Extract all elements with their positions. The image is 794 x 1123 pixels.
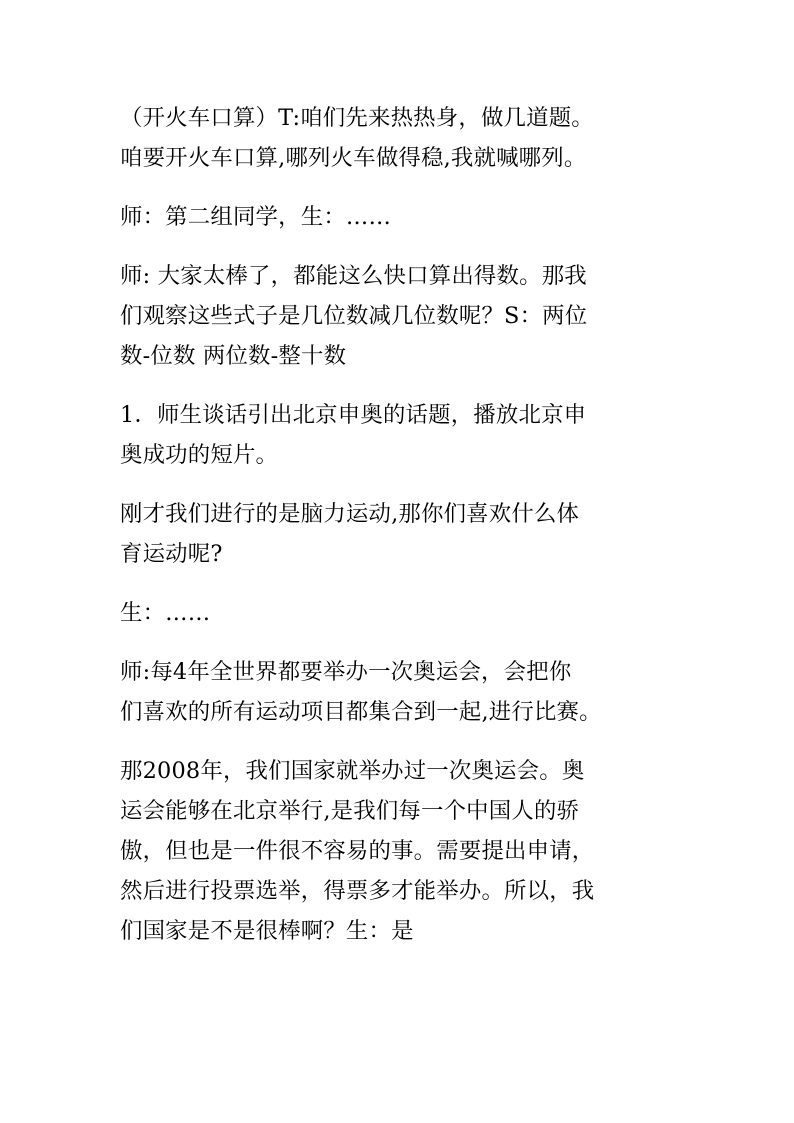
paragraph-observe-formulas (120, 256, 690, 376)
text-line: 那2008年，我们国家就举办过一次奥运会。奥 (120, 758, 585, 784)
paragraph-olympic-bid-intro (120, 395, 690, 475)
text-line: 生：…… (120, 600, 211, 626)
text-line: 师：第二组同学，生：…… (120, 204, 392, 230)
paragraph-olympics-every-four-years (120, 652, 690, 732)
paragraph-student-reply (120, 593, 690, 633)
text-line: 师:每4年全世界都要举办一次奥运会，会把你 (120, 659, 572, 685)
text-line: 育运动呢? (120, 541, 223, 567)
text-line: 数-位数 两位数-整十数 (120, 343, 347, 369)
text-line: （开火车口算）T:咱们先来热热身，做几道题。 (120, 105, 594, 131)
text-line: 们观察这些式子是几位数减几位数呢？S：两位 (120, 303, 588, 329)
paragraph-second-group (120, 197, 690, 237)
paragraph-favorite-sports (120, 494, 690, 574)
text-line: 运会能够在北京举行,是我们每一个中国人的骄 (120, 798, 580, 824)
text-line: 然后进行投票选举，得票多才能举办。所以，我 (120, 878, 595, 904)
paragraph-beijing-2008 (120, 751, 690, 951)
text-line: 咱要开火车口算,哪列火车做得稳,我就喊哪列。 (120, 145, 587, 171)
text-line: 奥成功的短片。 (120, 442, 279, 468)
text-line: 刚才我们进行的是脑力运动,那你们喜欢什么体 (120, 501, 580, 527)
paragraph-train-calculation (120, 98, 690, 178)
text-line: 们国家是不是很棒啊？生：是 (120, 918, 414, 944)
text-line: 们喜欢的所有运动项目都集合到一起,进行比赛。 (120, 699, 602, 725)
text-line: 傲，但也是一件很不容易的事。需要提出申请， (120, 838, 595, 864)
document-body (120, 98, 690, 970)
text-line: 师: 大家太棒了，都能这么快口算出得数。那我 (120, 263, 587, 289)
text-line: 1．师生谈话引出北京申奥的话题，播放北京申 (120, 402, 587, 428)
